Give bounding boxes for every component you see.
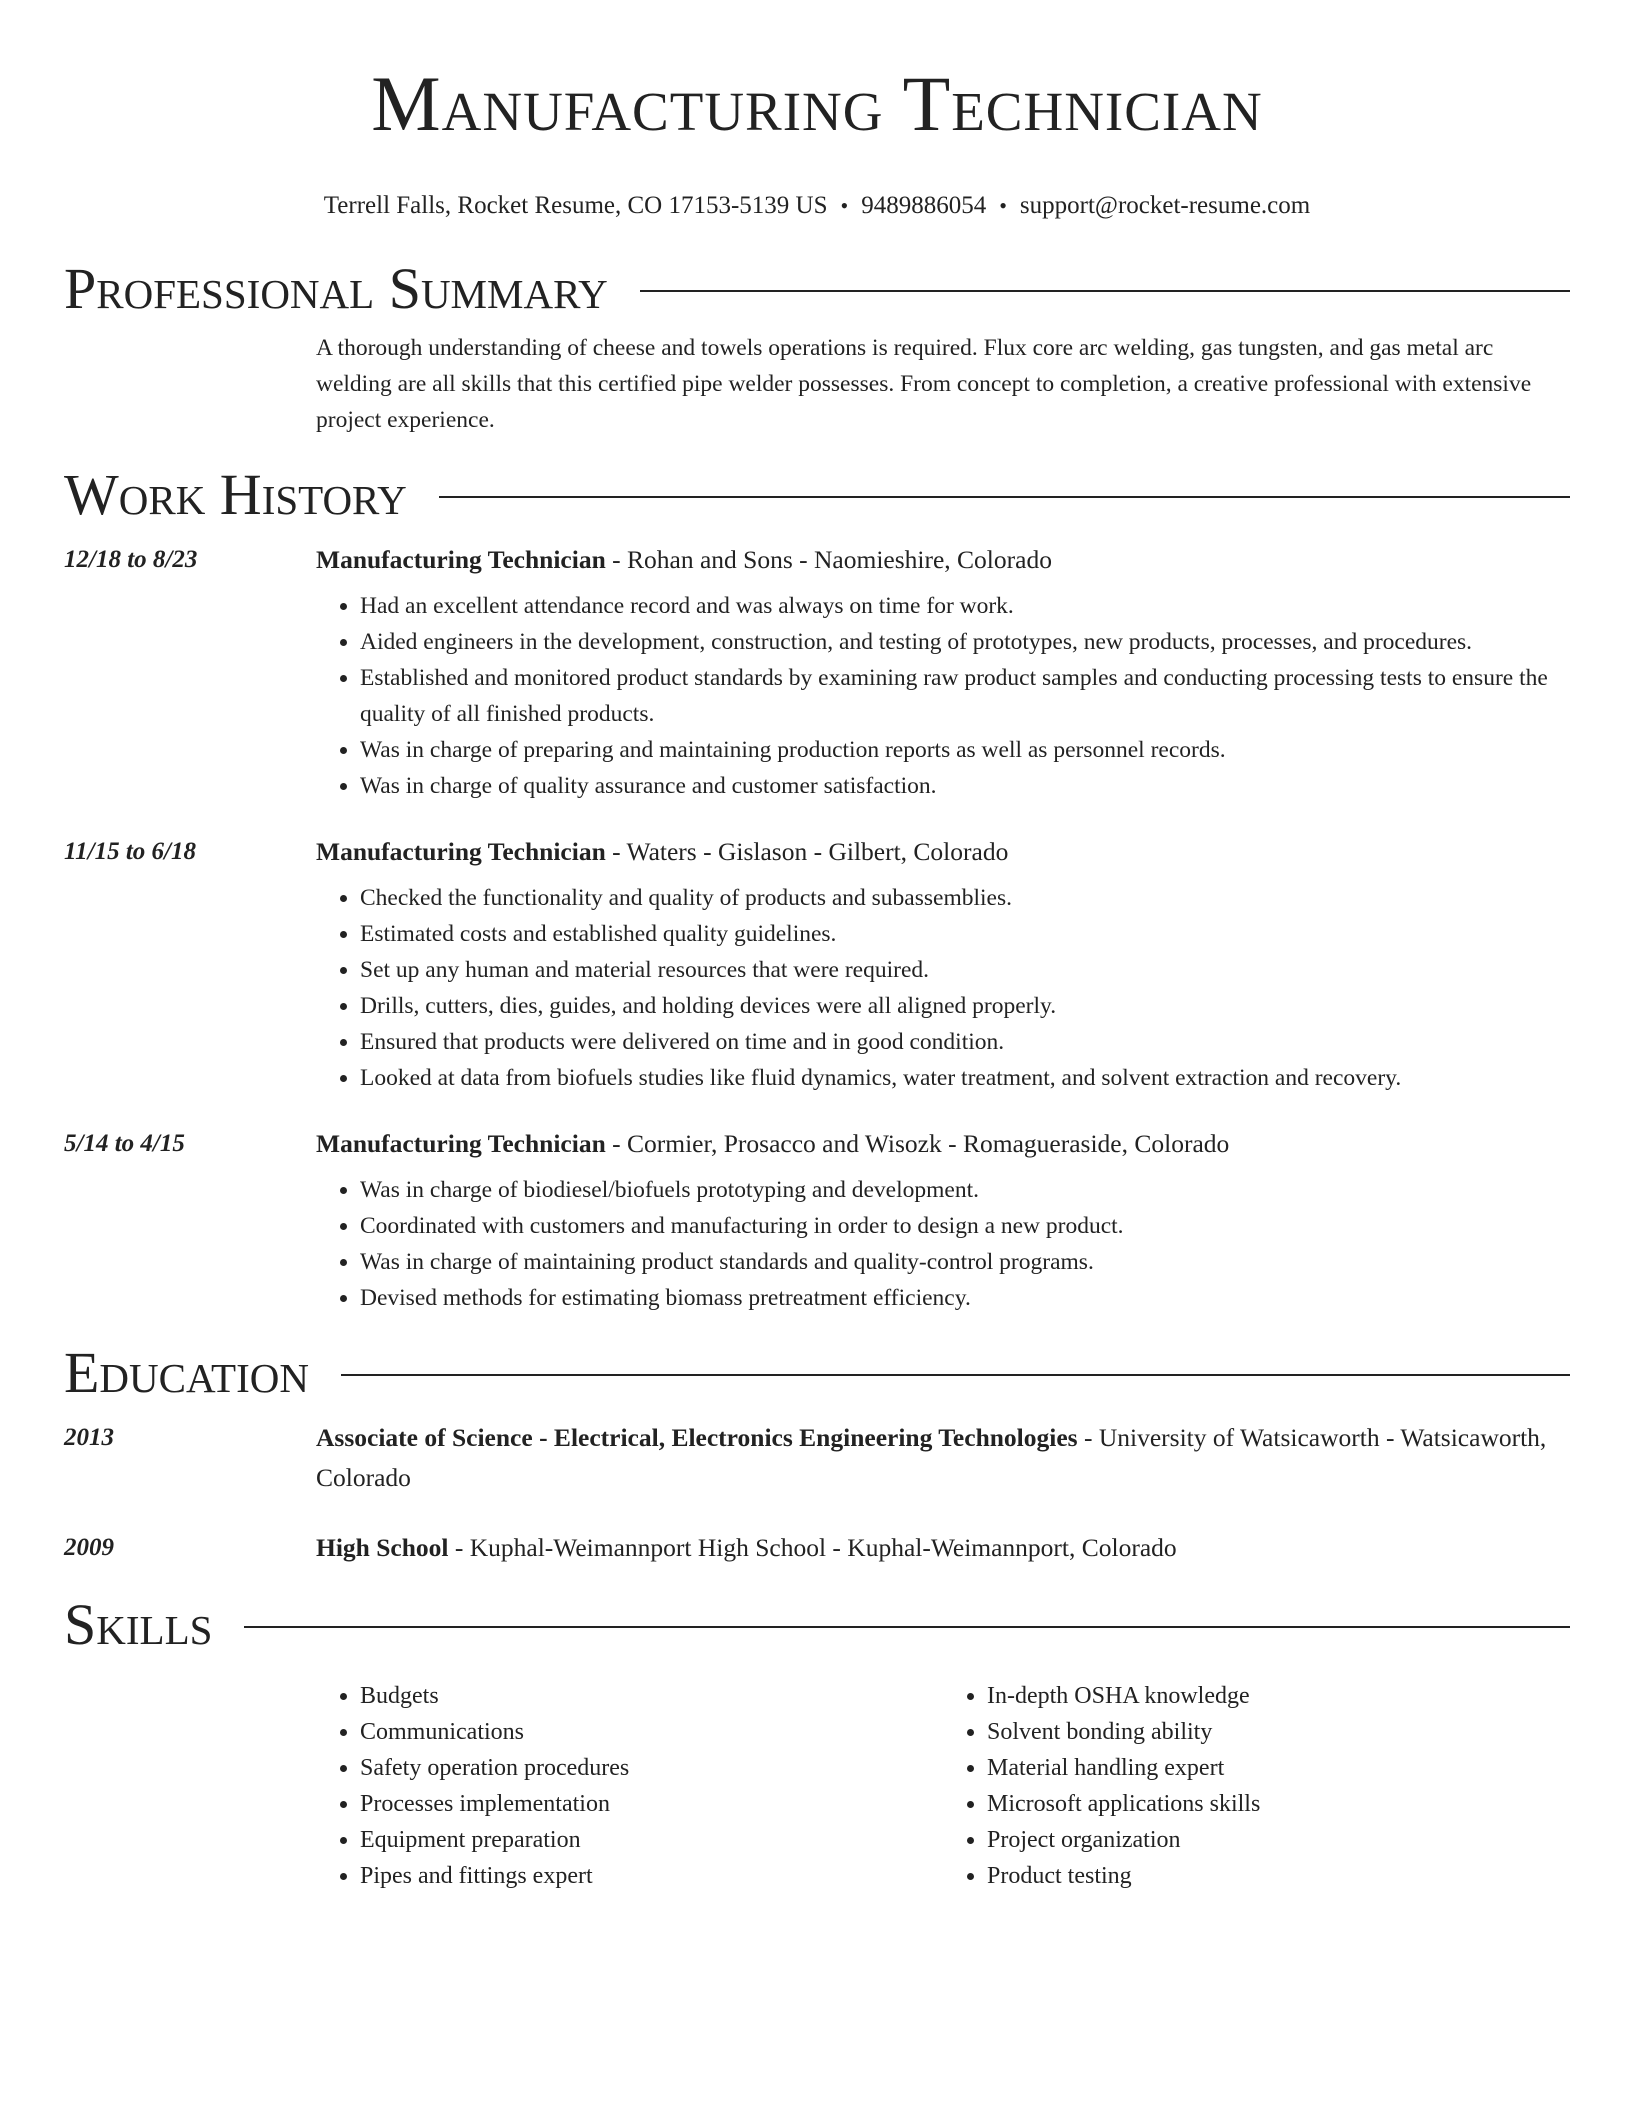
- education-degree: High School: [316, 1533, 449, 1562]
- skills-section-header: [64, 1590, 1570, 1660]
- job-details: - Cormier, Prosacco and Wisozk - Romagueraside, Colorado: [605, 1129, 1230, 1158]
- list-item: • Established and monitored product standards by examining raw product samples and conducting processing tests to ensure the quality of all finished products.: [360, 660, 1570, 732]
- separator-dot: •: [999, 193, 1007, 218]
- summary-section-header: [64, 254, 1570, 324]
- skill-item: • Project organization: [987, 1822, 1570, 1858]
- resume-name: Manufacturing Technician: [371, 60, 1263, 147]
- list-item: • Was in charge of maintaining product standards and quality-control programs.: [360, 1244, 1570, 1280]
- skill-item: • Product testing: [987, 1858, 1570, 1894]
- list-item: • Drills, cutters, dies, guides, and holding devices were all aligned properly.: [360, 988, 1570, 1024]
- list-item: • Ensured that products were delivered on time and in good condition.: [360, 1024, 1570, 1060]
- skill-item: • Material handling expert: [987, 1750, 1570, 1786]
- skill-item: • In-depth OSHA knowledge: [987, 1678, 1570, 1714]
- education-line: [316, 1528, 1570, 1568]
- education-details: - University of Watsicaworth - Watsicaworth, Colorado: [316, 1423, 1547, 1492]
- job-entry: [64, 540, 1570, 804]
- education-body: [316, 1418, 1570, 1498]
- skill-item: • Budgets: [360, 1678, 943, 1714]
- skill-item: • Pipes and fittings expert: [360, 1858, 943, 1894]
- job-bullets: [316, 588, 1570, 804]
- job-title: Manufacturing Technician: [316, 1129, 606, 1158]
- job-dates: 5/14 to 4/15: [64, 1130, 185, 1157]
- skills-columns: [316, 1678, 1570, 1894]
- job-bullets: [316, 1172, 1570, 1316]
- contact-email: support@rocket-resume.com: [1019, 192, 1311, 219]
- skills-list-right: [943, 1678, 1570, 1894]
- education-entry: [64, 1418, 1570, 1498]
- job-title-line: [316, 1124, 1570, 1164]
- contact-line: [64, 190, 1570, 222]
- separator-dot: •: [840, 193, 849, 218]
- job-title-line: [316, 832, 1570, 872]
- list-item: • Was in charge of quality assurance and customer satisfaction.: [360, 768, 1570, 804]
- education-section-header: [64, 1338, 1570, 1408]
- skill-item: • Equipment preparation: [360, 1822, 943, 1858]
- skill-item: • Communications: [360, 1714, 943, 1750]
- work-heading: Work History: [64, 462, 407, 527]
- list-item: • Had an excellent attendance record and was always on time for work.: [360, 588, 1570, 624]
- work-section-header: [64, 460, 1570, 530]
- skill-item: • Microsoft applications skills: [987, 1786, 1570, 1822]
- contact-phone: 9489886054: [861, 192, 987, 219]
- job-entry: [64, 832, 1570, 1096]
- summary-heading: Professional Summary: [64, 256, 608, 321]
- section-divider: [439, 496, 1570, 498]
- education-entry: [64, 1528, 1570, 1568]
- list-item: • Devised methods for estimating biomass pretreatment efficiency.: [360, 1280, 1570, 1316]
- education-line: [316, 1418, 1570, 1498]
- list-item: • Aided engineers in the development, construction, and testing of prototypes, new products, processes, and procedures.: [360, 624, 1570, 660]
- education-heading: Education: [64, 1340, 309, 1405]
- skill-item: • Solvent bonding ability: [987, 1714, 1570, 1750]
- job-details: - Rohan and Sons - Naomieshire, Colorado: [605, 545, 1052, 574]
- skill-item: • Processes implementation: [360, 1786, 943, 1822]
- list-item: • Estimated costs and established quality guidelines.: [360, 916, 1570, 952]
- job-title: Manufacturing Technician: [316, 545, 606, 574]
- job-body: [316, 1124, 1570, 1316]
- list-item: • Was in charge of preparing and maintaining production reports as well as personnel records.: [360, 732, 1570, 768]
- skills-heading: Skills: [64, 1592, 213, 1657]
- skills-list-left: [316, 1678, 943, 1894]
- list-item: • Coordinated with customers and manufacturing in order to design a new product.: [360, 1208, 1570, 1244]
- section-divider: [341, 1374, 1570, 1376]
- education-degree: Associate of Science - Electrical, Electronics Engineering Technologies: [316, 1423, 1078, 1452]
- list-item: • Was in charge of biodiesel/biofuels prototyping and development.: [360, 1172, 1570, 1208]
- job-title: Manufacturing Technician: [316, 837, 606, 866]
- skill-item: • Safety operation procedures: [360, 1750, 943, 1786]
- job-body: [316, 540, 1570, 804]
- job-entry: [64, 1124, 1570, 1316]
- section-divider: [640, 290, 1570, 292]
- job-dates: 12/18 to 8/23: [64, 546, 198, 573]
- education-body: [316, 1528, 1570, 1568]
- summary-text: A thorough understanding of cheese and towels operations is required. Flux core arc welding, gas tungsten, and gas metal arc welding are all skills that this certified pipe welder possesses. From concept to completion, a creative professional with extensive project experience.: [316, 335, 1532, 433]
- contact-address: Terrell Falls, Rocket Resume, CO 17153-5139 US: [323, 192, 828, 219]
- education-details: - Kuphal-Weimannport High School - Kuphal-Weimannport, Colorado: [448, 1533, 1177, 1562]
- list-item: • Looked at data from biofuels studies like fluid dynamics, water treatment, and solvent extraction and recovery.: [360, 1060, 1570, 1096]
- list-item: • Set up any human and material resources that were required.: [360, 952, 1570, 988]
- list-item: • Checked the functionality and quality of products and subassemblies.: [360, 880, 1570, 916]
- job-bullets: [316, 880, 1570, 1096]
- job-title-line: [316, 540, 1570, 580]
- education-year: 2013: [64, 1424, 114, 1451]
- resume-page: [64, 0, 1570, 1894]
- section-divider: [244, 1626, 1570, 1628]
- job-details: - Waters - Gislason - Gilbert, Colorado: [605, 837, 1009, 866]
- job-dates: 11/15 to 6/18: [64, 838, 196, 865]
- education-year: 2009: [64, 1534, 114, 1561]
- job-body: [316, 832, 1570, 1096]
